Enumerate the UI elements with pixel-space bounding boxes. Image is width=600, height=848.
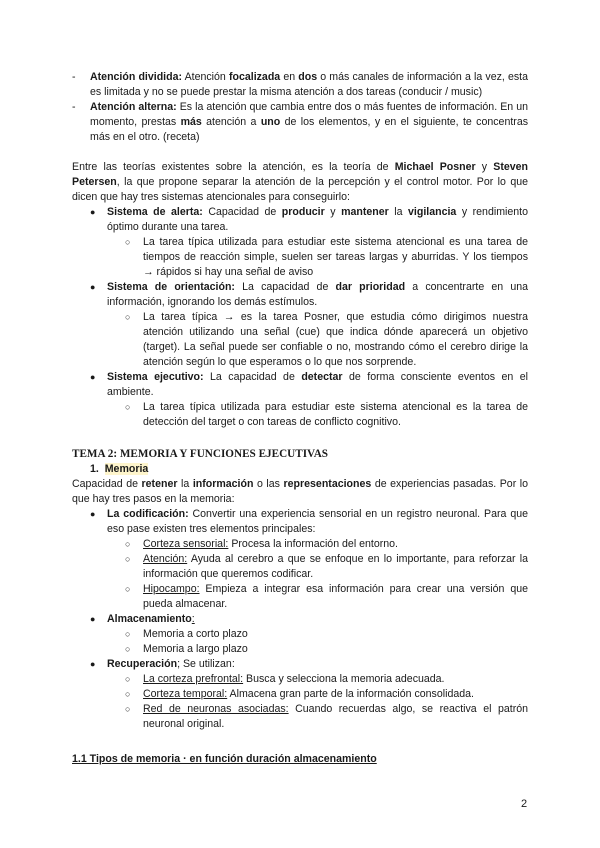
encoding-item: ○ Hipocampo: Empieza a integrar esa información para crear una versión que pueda almacenar. [125, 583, 528, 610]
system-alert: ● Sistema de alerta: Capacidad de producir y mantener la vigilancia y rendimiento óptimo durante una tarea. [90, 206, 528, 233]
retrieval-item: ○ La corteza prefrontal: Busca y selecciona la memoria adecuada. [125, 673, 445, 685]
dash-mark: - [72, 71, 76, 83]
section-heading-memoria: 1. Memoria [90, 463, 149, 475]
step-storage: ● Almacenamiento: [90, 613, 195, 625]
dash-item-alternating-attention: - Atención alterna: Es la atención que cambia entre dos o más fuentes de información. En un momento, prestas más atención a uno de los elementos, y en el siguiente, te concentras más en el otro. (receta) [72, 101, 529, 143]
term: Atención alterna: [90, 101, 177, 113]
bullet: ● [90, 659, 96, 669]
system-orientation: ● Sistema de orientación: La capacidad de dar prioridad a concentrarte en una información, ignorando los demás estímulos. [90, 281, 529, 308]
memoria-definition: Capacidad de retener la información o las representaciones de experiencias pasadas. Por lo que hay tres pasos en la memoria: [72, 478, 529, 505]
system-alert-detail: ○ La tarea típica utilizada para estudiar este sistema atencional es una tarea de tiempos de reacción simple, suelen ser tareas largas y aburridas. Y los tiempos → rápidos si hay una señal de aviso [125, 236, 528, 278]
document-page [72, 70, 528, 767]
bullet: ● [90, 282, 96, 292]
system-executive: ● Sistema ejecutivo: La capacidad de detectar de forma consciente eventos en el ambiente. [90, 371, 528, 398]
page-number: 2 [521, 798, 528, 810]
system-executive-detail: ○ La tarea típica utilizada para estudiar este sistema atencional es la tarea de detección del target o con tareas de conflicto cognitivo. [125, 401, 528, 428]
bullet: ● [90, 614, 96, 624]
step-encoding: ● La codificación: Convertir una experiencia sensorial en un registro neuronal. Para que eso pase existen tres elementos principales: [90, 508, 528, 535]
storage-item: ○ Memoria a corto plazo [125, 628, 248, 640]
intro-paragraph: Entre las teorías existentes sobre la atención, es la teoría de Michael Posner y Steven Petersen, la que propone separar la atención de la percepción y el control motor. Por lo que dicen que hay tres sistemas atencionales para conseguirlo: [72, 161, 529, 203]
sub-bullet: ○ [125, 402, 131, 412]
bullet: ● [90, 509, 96, 519]
bullet: ● [90, 207, 96, 217]
encoding-item: ○ Corteza sensorial: Procesa la información del entorno. [125, 538, 398, 550]
term: Atención dividida: [90, 71, 183, 83]
storage-item: ○ Memoria a largo plazo [125, 643, 248, 655]
dash-item-divided-attention: - Atención dividida: Atención focalizada en dos o más canales de información a la vez, esta es limitada y no se puede prestar la misma atención a dos tareas (conducir / music) [72, 71, 528, 98]
system-orientation-detail: ○ La tarea típica → es la tarea Posner, que estudia cómo dirigimos nuestra atención utilizando una señal (cue) que indica dónde aparecerá un objetivo (target). La señal puede ser confiable o no, mostrando cómo el cerebro dirige la atención según lo que esperamos o lo que nos sorprende. [125, 311, 528, 368]
retrieval-item: ○ Red de neuronas asociadas: Cuando recuerdas algo, se reactiva el patrón neuronal original. [125, 703, 529, 730]
retrieval-item: ○ Corteza temporal: Almacena gran parte de la información consolidada. [125, 688, 474, 700]
sub-bullet: ○ [125, 312, 131, 322]
chapter-heading: TEMA 2: MEMORIA Y FUNCIONES EJECUTIVAS [72, 448, 328, 460]
encoding-item: ○ Atención: Ayuda al cerebro a que se enfoque en lo importante, para reforzar la información que queremos codificar. [125, 553, 528, 580]
highlighted-title: Memoria [104, 463, 149, 475]
dash-mark: - [72, 101, 76, 113]
step-retrieval: ● Recuperación; Se utilizan: [90, 658, 235, 670]
bullet: ● [90, 372, 96, 382]
sub-bullet: ○ [125, 237, 131, 247]
subsection-heading: 1.1 Tipos de memoria · en función duración almacenamiento [72, 753, 377, 765]
